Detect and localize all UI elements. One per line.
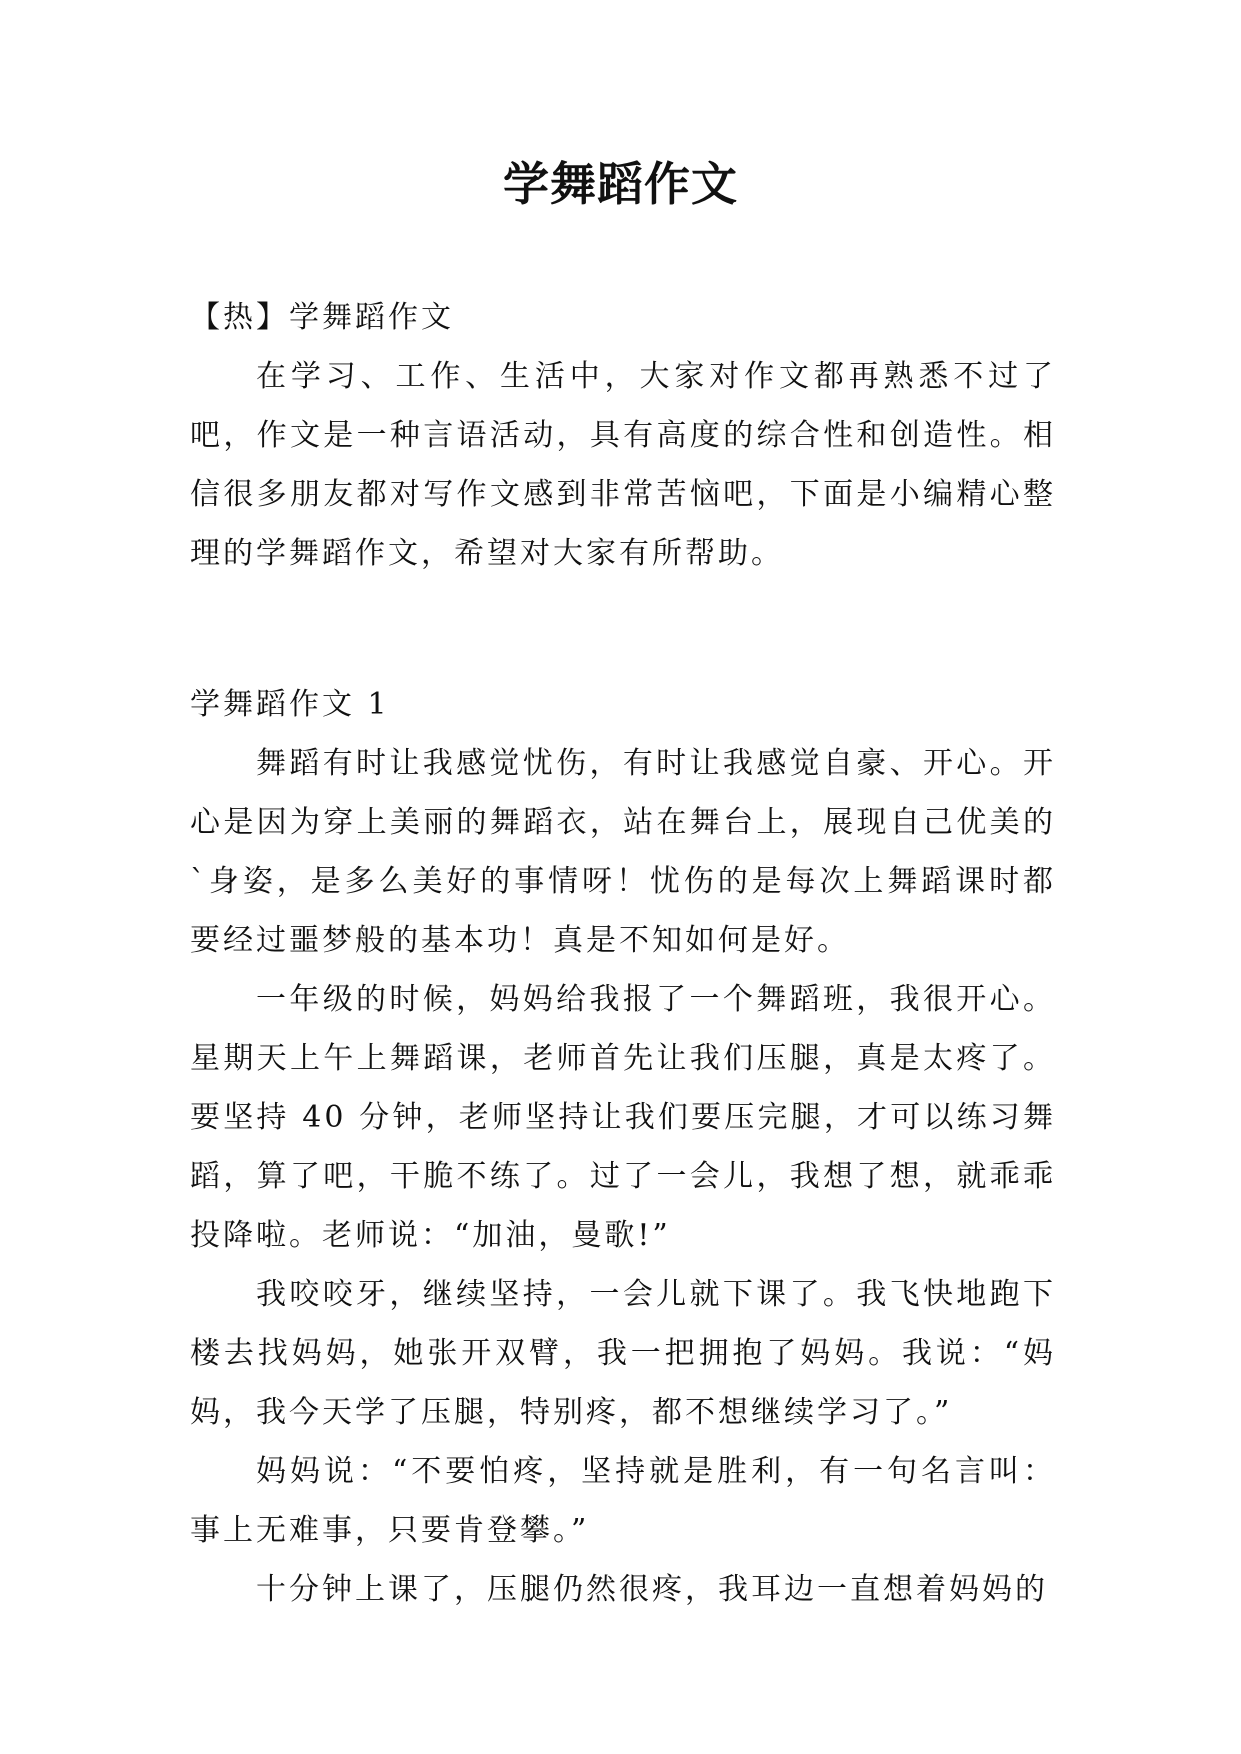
intro-heading: 【热】学舞蹈作文	[190, 300, 454, 335]
body-paragraph-4: 妈妈说：“不要怕疼，坚持就是胜利，有一句名言叫：事上无难事，只要肯登攀。”	[190, 1454, 1056, 1548]
body-paragraph-2: 一年级的时候，妈妈给我报了一个舞蹈班，我很开心。星期天上午上舞蹈课，老师首先让我们压腿，真是太疼了。要坚持 40 分钟，老师坚持让我们要压完腿，才可以练习舞蹈，算了吧，干脆不练了。过了一会儿，我想了想，就乖乖投降啦。老师说：“加油，曼歌!”	[190, 982, 1056, 1253]
section-spacer	[190, 583, 1056, 675]
body-paragraph-3: 我咬咬牙，继续坚持，一会儿就下课了。我飞快地跑下楼去找妈妈，她张开双臂，我一把拥抱了妈妈。我说：“妈妈，我今天学了压腿，特别疼，都不想继续学习了。”	[190, 1277, 1056, 1430]
body-paragraph-1: 舞蹈有时让我感觉忧伤，有时让我感觉自豪、开心。开心是因为穿上美丽的舞蹈衣，站在舞台上，展现自己优美的`身姿，是多么美好的事情呀！忧伤的是每次上舞蹈课时都要经过噩梦般的基本功！真是不知如何是好。	[190, 746, 1056, 958]
body-paragraph-5: 十分钟上课了，压腿仍然很疼，我耳边一直想着妈妈的	[256, 1572, 1048, 1607]
section-heading: 学舞蹈作文 1	[190, 687, 390, 722]
intro-paragraph: 在学习、工作、生活中，大家对作文都再熟悉不过了吧，作文是一种言语活动，具有高度的综合性和创造性。相信很多朋友都对写作文感到非常苦恼吧，下面是小编精心整理的学舞蹈作文，希望对大家有所帮助。	[190, 359, 1056, 571]
document-body	[190, 288, 1056, 1619]
document-title: 学舞蹈作文	[503, 157, 738, 211]
